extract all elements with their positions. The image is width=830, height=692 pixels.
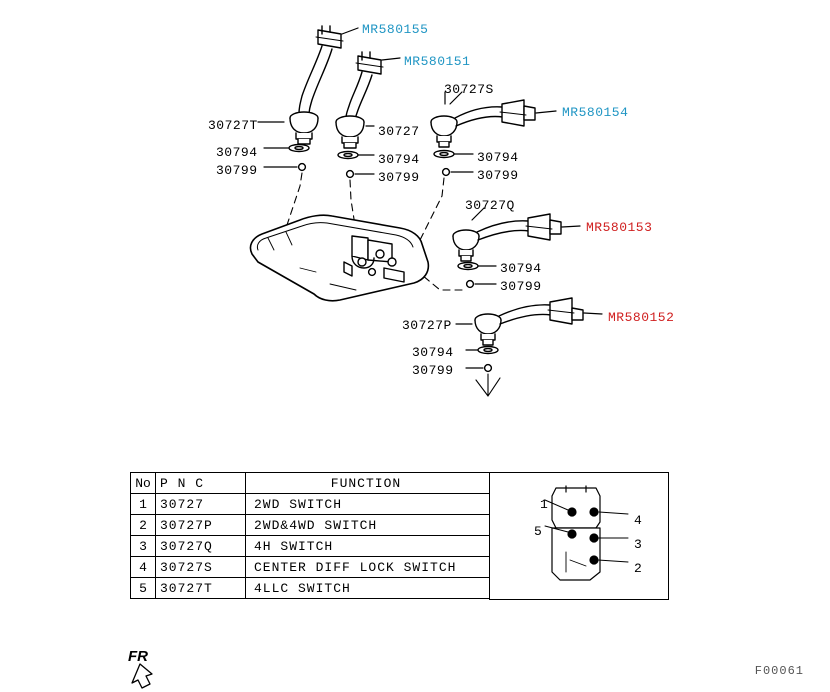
part-label-30794-a: 30794	[216, 145, 258, 160]
cell-no: 3	[131, 536, 156, 557]
connector-pinout-box	[489, 472, 669, 600]
cell-function: 4H SWITCH	[246, 536, 490, 557]
front-direction-label: FR	[128, 648, 148, 665]
part-label-30727p: 30727P	[402, 318, 452, 333]
cell-no: 4	[131, 557, 156, 578]
table-row	[131, 494, 490, 515]
cell-pnc: 30727	[156, 494, 246, 515]
part-label-30727q: 30727Q	[465, 198, 515, 213]
cell-no: 5	[131, 578, 156, 599]
table-row	[131, 557, 490, 578]
part-label-30799-a: 30799	[216, 163, 258, 178]
cell-pnc: 30727S	[156, 557, 246, 578]
parts-function-table	[130, 472, 490, 599]
cell-no: 2	[131, 515, 156, 536]
table-row	[131, 578, 490, 599]
cell-function: 4LLC SWITCH	[246, 578, 490, 599]
part-label-30794-c: 30794	[477, 150, 519, 165]
part-label-30794-b: 30794	[378, 152, 420, 167]
header-function: FUNCTION	[246, 473, 490, 494]
part-label-30727t: 30727T	[208, 118, 258, 133]
part-label-30794-e: 30794	[412, 345, 454, 360]
table-row	[131, 515, 490, 536]
cell-pnc: 30727T	[156, 578, 246, 599]
table-row	[131, 536, 490, 557]
part-label-30794-d: 30794	[500, 261, 542, 276]
header-no: No	[131, 473, 156, 494]
pin-label-3: 3	[634, 537, 643, 552]
part-label-30727: 30727	[378, 124, 420, 139]
cell-function: 2WD&4WD SWITCH	[246, 515, 490, 536]
header-pnc: P N C	[156, 473, 246, 494]
cell-no: 1	[131, 494, 156, 515]
cell-pnc: 30727Q	[156, 536, 246, 557]
pin-label-4: 4	[634, 513, 643, 528]
cell-pnc: 30727P	[156, 515, 246, 536]
callout-mr580151: MR580151	[404, 54, 471, 69]
pin-label-1: 1	[540, 497, 549, 512]
cell-function: 2WD SWITCH	[246, 494, 490, 515]
pin-label-2: 2	[634, 561, 643, 576]
table-header-row	[131, 473, 490, 494]
pin-label-5: 5	[534, 524, 543, 539]
figure-code: F00061	[754, 664, 804, 678]
callout-mr580153: MR580153	[586, 220, 653, 235]
part-label-30799-e: 30799	[412, 363, 454, 378]
part-label-30799-c: 30799	[477, 168, 519, 183]
part-label-30799-d: 30799	[500, 279, 542, 294]
callout-mr580155: MR580155	[362, 22, 429, 37]
part-label-30727s: 30727S	[444, 82, 494, 97]
callout-mr580154: MR580154	[562, 105, 629, 120]
part-label-30799-b: 30799	[378, 170, 420, 185]
callout-mr580152: MR580152	[608, 310, 675, 325]
cell-function: CENTER DIFF LOCK SWITCH	[246, 557, 490, 578]
